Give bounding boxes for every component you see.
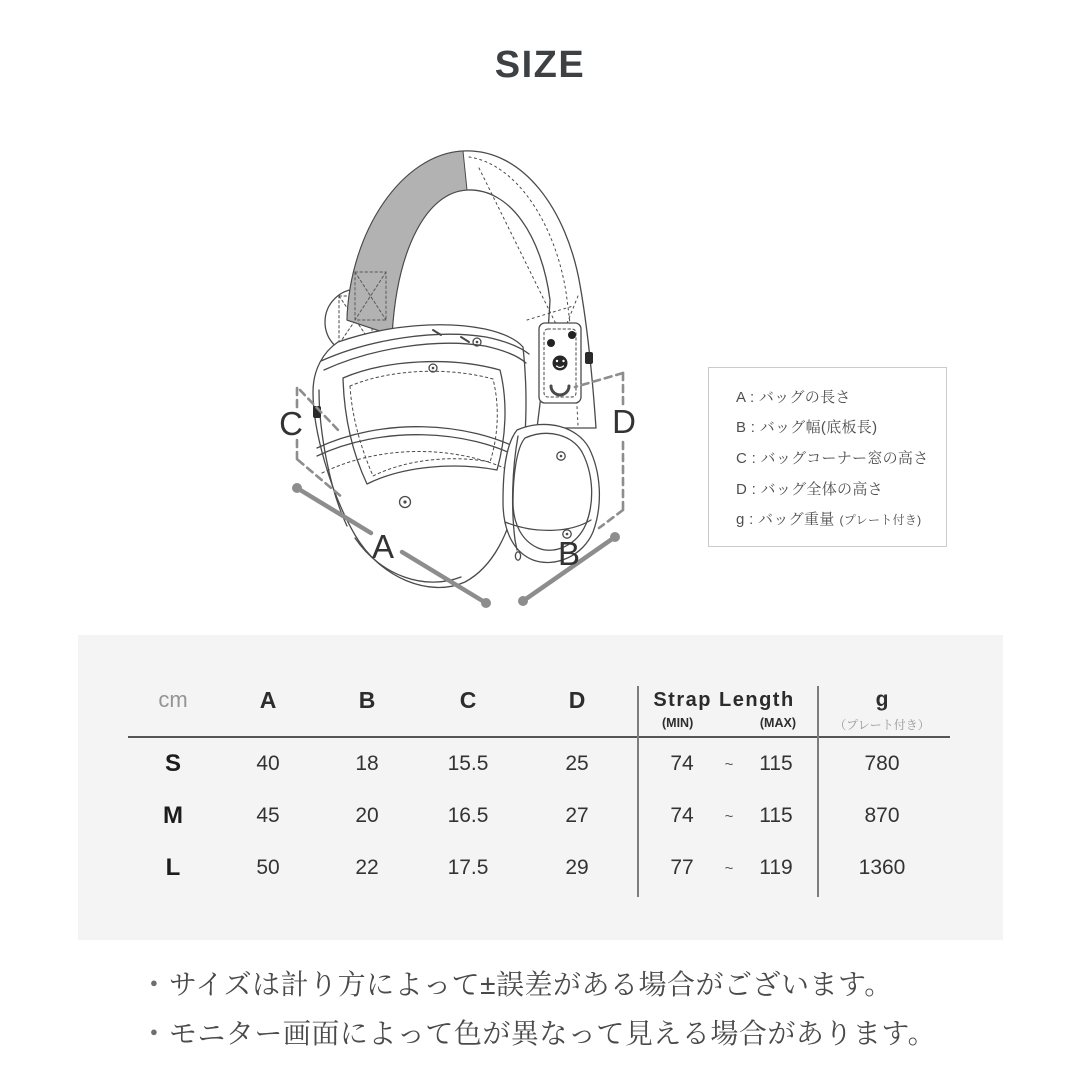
legend-item-g-note: (プレート付き) bbox=[839, 513, 922, 528]
size-label: S bbox=[164, 750, 181, 777]
strap-min-label: (MIN) bbox=[662, 716, 694, 730]
side-tag bbox=[585, 352, 593, 364]
table-cell: 20 bbox=[355, 804, 379, 827]
page-title: SIZE bbox=[494, 44, 586, 86]
strap-pad bbox=[347, 151, 467, 335]
col-header-c: C bbox=[459, 687, 477, 713]
strap-range-cell: 74 ~ 115 bbox=[670, 804, 793, 827]
legend-item-b: B : バッグ幅(底板長) bbox=[736, 419, 878, 437]
bag-body bbox=[313, 325, 526, 588]
note-text: モニター画面によって色が異なって見える場合があります。 bbox=[168, 1017, 937, 1049]
table-cell: 45 bbox=[256, 804, 280, 827]
table-cell: 17.5 bbox=[447, 856, 489, 879]
col-header-weight: g （プレート付き） bbox=[814, 635, 950, 736]
logo-patch bbox=[539, 323, 581, 403]
table-row-s bbox=[128, 738, 950, 790]
col-header-d: D bbox=[568, 687, 586, 713]
note-text: サイズは計り方によって±誤差がある場合がございます。 bbox=[168, 968, 893, 1000]
side-pocket bbox=[503, 424, 599, 562]
size-label: M bbox=[163, 802, 183, 829]
table-cell: 27 bbox=[565, 804, 589, 827]
table-cell: 50 bbox=[256, 856, 280, 879]
table-cell: 16.5 bbox=[447, 804, 489, 827]
notes bbox=[150, 958, 936, 1056]
table-divider-left bbox=[637, 686, 639, 897]
table-cell: 18 bbox=[355, 752, 379, 775]
bullet-icon: ● bbox=[150, 1024, 158, 1039]
dim-label-b: B bbox=[557, 535, 581, 572]
table-row-m bbox=[128, 790, 950, 842]
size-table-panel bbox=[78, 635, 1003, 940]
note-item bbox=[150, 1007, 936, 1056]
weight-note: （プレート付き） bbox=[834, 718, 930, 732]
col-header-unit: cm bbox=[158, 687, 188, 712]
table-cell: 25 bbox=[565, 752, 589, 775]
dim-label-c: C bbox=[279, 405, 303, 442]
size-label: L bbox=[165, 854, 181, 881]
weight-cell: 870 bbox=[864, 804, 900, 827]
legend-box bbox=[708, 367, 947, 547]
table-cell: 22 bbox=[355, 856, 379, 879]
legend-item-a: A : バッグの長さ bbox=[736, 388, 851, 406]
weight-cell: 780 bbox=[864, 752, 900, 775]
legend-item-d: D : バッグ全体の高さ bbox=[736, 480, 883, 498]
strap-max-label: (MAX) bbox=[759, 716, 796, 730]
strap-range-cell: 77 ~ 119 bbox=[670, 856, 793, 879]
table-row-l bbox=[128, 842, 950, 894]
col-header-b: B bbox=[358, 687, 376, 713]
col-header-a: A bbox=[259, 687, 277, 713]
dim-label-d: D bbox=[612, 403, 636, 440]
table-header bbox=[128, 635, 950, 738]
strap-range-cell: 74 ~ 115 bbox=[670, 752, 793, 775]
table-cell: 29 bbox=[565, 856, 589, 879]
col-header-strap: Strap Length (MIN) (MAX) bbox=[653, 689, 796, 730]
legend-item-c: C : バッグコーナー窓の高さ bbox=[736, 449, 929, 467]
table-cell: 40 bbox=[256, 752, 280, 775]
table-cell: 15.5 bbox=[447, 752, 489, 775]
note-item bbox=[150, 958, 936, 1007]
bag-diagram bbox=[255, 130, 695, 630]
table-divider-right bbox=[817, 686, 819, 897]
bullet-icon: ● bbox=[150, 975, 158, 990]
weight-cell: 1360 bbox=[858, 856, 906, 879]
legend-item-g: g : バッグ重量 (プレート付き) bbox=[736, 511, 922, 529]
dim-label-a: A bbox=[371, 528, 395, 565]
